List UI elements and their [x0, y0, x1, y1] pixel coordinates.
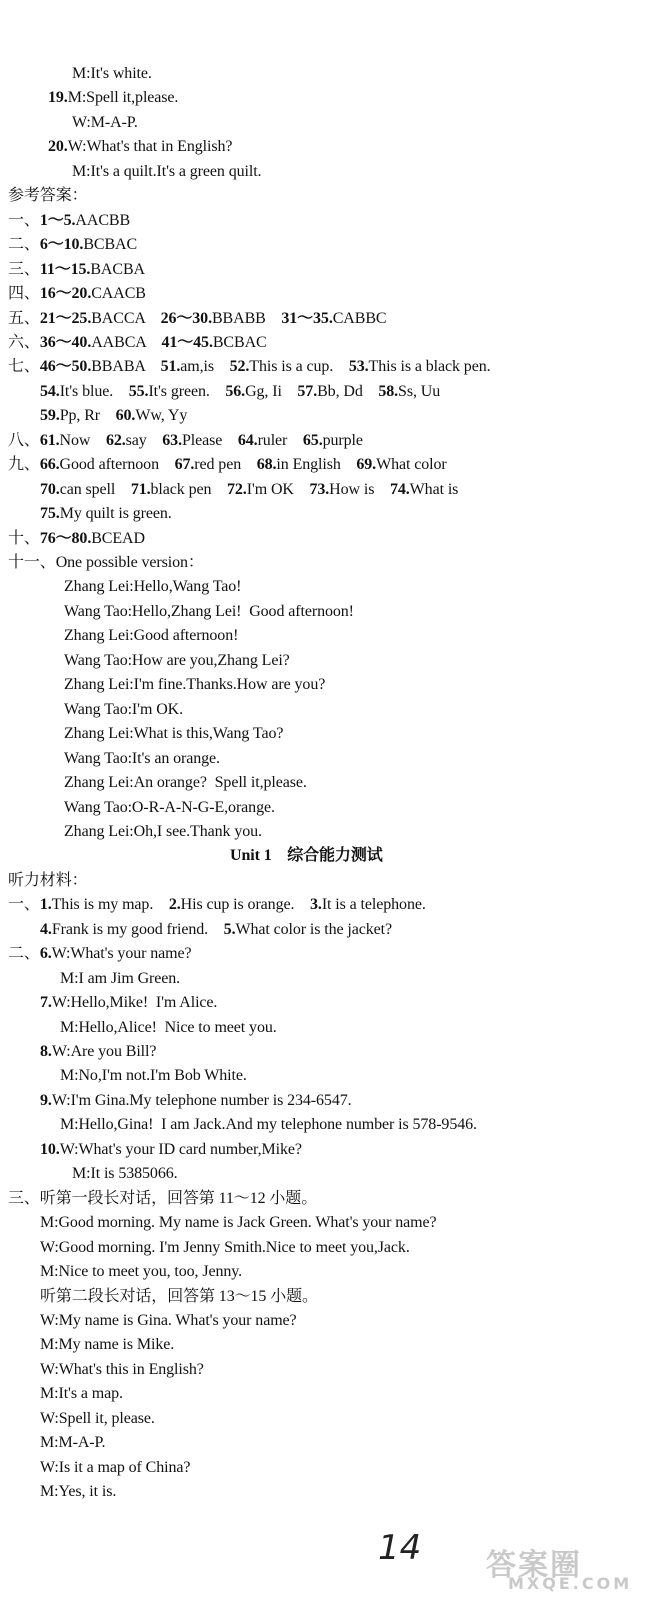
item-number: 6～10.	[39, 236, 84, 254]
line-text: 二、	[8, 236, 40, 254]
text-line	[8, 186, 88, 206]
text-line	[8, 895, 426, 915]
text-line	[8, 284, 146, 304]
item-number: 41～45.	[161, 333, 213, 351]
item-number: 5.	[223, 920, 236, 938]
line-text: Wang Tao:It's an orange.	[64, 749, 220, 767]
text-line	[8, 455, 447, 475]
text-line	[40, 382, 440, 402]
line-text: Zhang Lei:What is this,Wang Tao?	[64, 725, 284, 743]
item-number: 36～40.	[39, 333, 92, 351]
item-number: 8.	[40, 1043, 52, 1060]
text-line	[72, 113, 138, 133]
text-line	[40, 1360, 204, 1380]
item-number: 74.	[389, 480, 410, 498]
line-text: It is a telephone.	[321, 896, 426, 914]
line-text: M:No,I'm not.I'm Bob White.	[60, 1067, 247, 1085]
line-text: M:M-A-P.	[40, 1434, 106, 1452]
item-number: 62.	[105, 431, 126, 449]
item-number: 73.	[309, 480, 330, 498]
line-text: 九、	[8, 456, 40, 474]
line-text: His cup is orange.	[180, 896, 310, 914]
text-line	[40, 406, 187, 426]
watermark-logo	[478, 1540, 648, 1596]
line-text: M:Hello,Alice! Nice to meet you.	[60, 1018, 277, 1036]
text-line	[8, 944, 192, 964]
line-text: What color is the jacket?	[235, 920, 393, 938]
line-text: Ss, Uu	[398, 382, 441, 400]
line-text: W:What's this in English?	[40, 1360, 204, 1378]
item-number: 56.	[225, 382, 246, 400]
item-number: 76～80.	[39, 529, 92, 547]
item-number: 72.	[226, 480, 247, 498]
item-number: 55.	[128, 382, 149, 400]
text-line	[230, 846, 383, 866]
text-line	[40, 1091, 352, 1111]
line-text: 四、	[8, 285, 40, 303]
item-number: 21～25.	[39, 309, 92, 327]
line-text: CAACB	[91, 285, 146, 303]
text-line	[48, 137, 232, 157]
line-text: W:M-A-P.	[72, 113, 138, 131]
item-number: 53.	[348, 358, 369, 376]
item-number: 6.	[39, 945, 52, 963]
line-text: purple	[322, 431, 363, 449]
text-line	[8, 529, 145, 549]
line-text: 三、听第一段长对话，回答第 11～12 小题。	[8, 1189, 318, 1207]
item-number: 65.	[302, 431, 323, 449]
line-text: Gg, Ii	[245, 382, 298, 400]
line-text: 二、	[8, 945, 40, 963]
line-text: M:Hello,Gina! I am Jack.And my telephone number is 578-9546.	[60, 1116, 477, 1134]
line-text: I'm OK	[246, 480, 310, 498]
line-text: red pen	[194, 456, 257, 474]
line-text: This is a black pen.	[368, 358, 491, 376]
text-line	[40, 1311, 297, 1331]
item-number: 66.	[39, 456, 60, 474]
text-line	[8, 357, 491, 377]
line-text: 七、	[8, 358, 40, 376]
text-line	[72, 162, 261, 182]
text-line	[48, 88, 178, 108]
item-number: 7.	[40, 994, 52, 1012]
item-number: 3.	[310, 896, 322, 914]
line-text: 十一、One possible version：	[8, 554, 204, 571]
text-line	[64, 749, 220, 769]
text-line	[40, 480, 458, 500]
item-number: 61.	[39, 431, 60, 449]
item-number: 75.	[40, 505, 60, 523]
line-text: Frank is my good friend.	[51, 920, 224, 938]
text-line	[64, 822, 262, 842]
line-text: Wang Tao:I'm OK.	[64, 700, 184, 718]
line-text: black pen	[150, 480, 227, 498]
line-text: Please	[181, 431, 238, 449]
line-text: AACBB	[75, 211, 131, 229]
text-line	[8, 333, 267, 353]
text-line	[64, 675, 325, 695]
text-line	[8, 235, 137, 255]
item-number: 68.	[256, 456, 277, 474]
text-line	[64, 577, 241, 597]
line-text: W:Good morning. I'm Jenny Smith.Nice to meet you,Jack.	[40, 1238, 410, 1256]
line-text: What is	[409, 480, 459, 498]
line-text: CABBC	[332, 309, 387, 327]
line-text: W:Is it a map of China?	[40, 1458, 191, 1476]
text-line	[64, 602, 354, 622]
line-text: BCBAC	[83, 236, 138, 254]
text-line	[8, 309, 386, 329]
line-text: W:Are you Bill?	[51, 1043, 157, 1060]
line-text: It's blue.	[59, 382, 129, 400]
line-text: 十、	[8, 529, 40, 547]
line-text: 一、	[8, 211, 40, 229]
text-line	[60, 1066, 247, 1086]
line-text: Pp, Rr	[59, 407, 116, 425]
text-line	[72, 1164, 178, 1184]
line-text: How is	[329, 480, 390, 498]
text-line	[40, 1433, 105, 1453]
text-line	[60, 1115, 477, 1135]
text-line	[40, 1482, 116, 1502]
item-number: 31～35.	[281, 309, 333, 327]
line-text: Wang Tao:O-R-A-N-G-E,orange.	[64, 798, 275, 816]
text-line	[64, 798, 275, 818]
text-line	[8, 553, 204, 573]
line-text: BBABA	[91, 358, 161, 376]
line-text: W:Hello,Mike! I'm Alice.	[51, 994, 218, 1012]
line-text: BCEAD	[91, 529, 145, 547]
line-text: 五、	[8, 309, 40, 327]
item-number: 54.	[40, 382, 60, 400]
item-number: 2.	[168, 896, 181, 914]
text-line	[40, 993, 217, 1013]
text-line	[60, 969, 180, 989]
line-text: M:My name is Mike.	[40, 1336, 175, 1354]
text-line	[64, 700, 183, 720]
text-line	[40, 1042, 156, 1062]
text-line	[40, 1409, 155, 1429]
item-number: 1～5.	[39, 211, 76, 229]
text-line	[40, 1335, 174, 1355]
line-text: M:Yes, it is.	[40, 1483, 117, 1501]
text-line	[64, 773, 307, 793]
line-text: M:It is 5385066.	[72, 1165, 178, 1183]
item-number: 70.	[40, 480, 60, 498]
item-number: 63.	[162, 431, 182, 449]
line-text: M:It's white.	[72, 65, 152, 82]
line-text: W:What's that in English?	[67, 138, 233, 156]
line-text: AABCA	[91, 333, 162, 351]
text-line	[40, 504, 172, 524]
line-text: M:Good morning. My name is Jack Green. What's your name?	[40, 1214, 437, 1232]
item-number: 58.	[378, 382, 399, 400]
line-text: Zhang Lei:I'm fine.Thanks.How are you?	[64, 676, 326, 694]
item-number: 46～50.	[39, 358, 92, 376]
item-number: 20.	[48, 138, 68, 156]
item-number: 71.	[130, 480, 151, 498]
line-text: It's green.	[148, 382, 226, 400]
line-text: 听第二段长对话，回答第 13～15 小题。	[40, 1287, 318, 1305]
item-number: 64.	[237, 431, 258, 449]
line-text: M:It's a map.	[40, 1385, 123, 1403]
watermark-cn: 答案圈	[486, 1548, 582, 1583]
line-text: Zhang Lei:An orange? Spell it,please.	[64, 774, 307, 792]
text-line	[40, 1384, 123, 1404]
text-line	[40, 1140, 302, 1160]
line-text: W:I'm Gina.My telephone number is 234-6547.	[51, 1091, 352, 1109]
line-text: My quilt is green.	[59, 505, 172, 523]
line-text: Zhang Lei:Hello,Wang Tao!	[64, 578, 242, 596]
item-number: 67.	[174, 456, 195, 474]
text-line	[40, 1262, 242, 1282]
text-line	[64, 651, 290, 671]
line-text: say	[125, 431, 163, 449]
text-line	[72, 64, 152, 84]
line-text: in English	[276, 456, 357, 474]
line-text: BCBAC	[212, 333, 267, 351]
line-text: 六、	[8, 333, 40, 351]
text-line	[60, 1018, 277, 1038]
line-text: Good afternoon	[59, 456, 175, 474]
text-line	[8, 871, 88, 891]
line-text: 三、	[8, 260, 40, 278]
text-line	[40, 920, 392, 940]
item-number: Unit 1 综合能力测试	[230, 847, 383, 865]
item-number: 69.	[356, 456, 377, 474]
line-text: 一、	[8, 896, 40, 914]
text-line	[40, 1458, 190, 1478]
item-number: 19.	[48, 89, 68, 107]
text-line	[8, 260, 145, 280]
item-number: 57.	[297, 382, 318, 400]
text-line	[64, 724, 283, 744]
item-number: 16～20.	[39, 285, 92, 303]
line-text: Zhang Lei:Good afternoon!	[64, 627, 239, 645]
line-text: M:Nice to meet you, too, Jenny.	[40, 1263, 243, 1281]
text-line	[64, 626, 238, 646]
item-number: 11～15.	[39, 260, 91, 278]
text-line	[8, 1189, 317, 1209]
item-number: 59.	[40, 407, 60, 425]
text-line	[40, 1213, 436, 1233]
line-text: can spell	[59, 480, 131, 498]
line-text: W:Spell it, please.	[40, 1409, 155, 1427]
line-text: BACCA	[91, 309, 161, 327]
line-text: Ww, Yy	[135, 407, 188, 425]
item-number: 51.	[160, 358, 181, 376]
line-text: BACBA	[90, 260, 145, 278]
line-text: M:It's a quilt.It's a green quilt.	[72, 162, 262, 180]
text-line	[40, 1238, 410, 1258]
text-line	[8, 211, 130, 231]
watermark-en: MXQE.COM	[508, 1574, 633, 1593]
item-number: 9.	[40, 1091, 52, 1109]
text-line	[40, 1287, 318, 1307]
line-text: W:My name is Gina. What's your name?	[40, 1311, 297, 1329]
item-number: 4.	[40, 920, 52, 938]
line-text: M:Spell it,please.	[67, 89, 179, 107]
item-number: 26～30.	[160, 309, 212, 327]
line-text: Zhang Lei:Oh,I see.Thank you.	[64, 822, 262, 840]
line-text: 听力材料：	[8, 871, 88, 889]
item-number: 52.	[229, 358, 250, 376]
line-text: 八、	[8, 431, 40, 449]
line-text: M:I am Jim Green.	[60, 969, 181, 987]
line-text: BBABB	[211, 309, 282, 327]
item-number: 60.	[115, 407, 136, 425]
line-text: W:What's your ID card number,Mike?	[59, 1140, 302, 1158]
line-text: Wang Tao:How are you,Zhang Lei?	[64, 651, 290, 669]
page-number: 14	[378, 1528, 422, 1568]
item-number: 10.	[40, 1140, 60, 1158]
text-line	[8, 431, 363, 451]
line-text: ruler	[257, 431, 303, 449]
item-number: 1.	[39, 896, 52, 914]
line-text: What color	[376, 456, 447, 474]
line-text: W:What's your name?	[51, 945, 192, 963]
line-text: This is my map.	[51, 896, 169, 914]
line-text: Bb, Dd	[317, 382, 379, 400]
line-text: This is a cup.	[249, 358, 349, 376]
line-text: am,is	[180, 358, 230, 376]
line-text: Wang Tao:Hello,Zhang Lei! Good afternoon!	[64, 602, 354, 620]
line-text: Now	[59, 431, 106, 449]
line-text: 参考答案：	[8, 187, 88, 205]
